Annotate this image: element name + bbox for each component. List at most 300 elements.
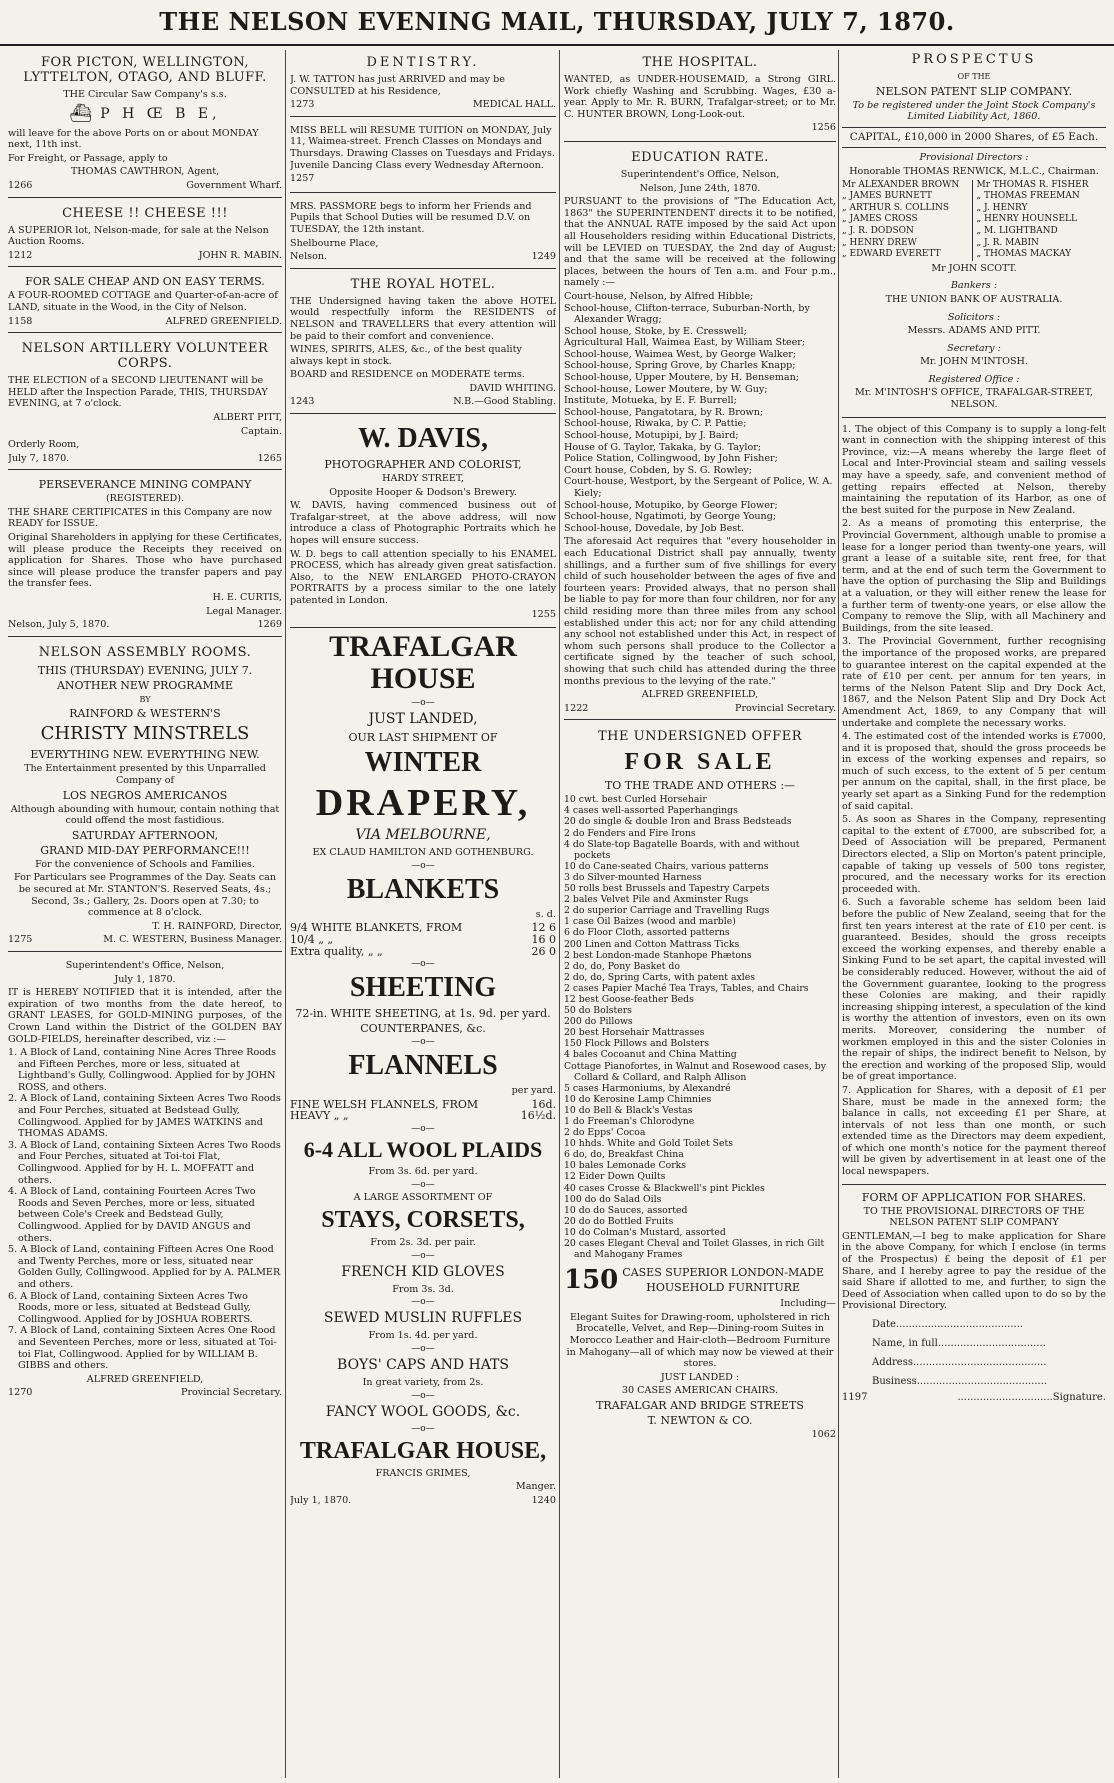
ad-title: 150 bbox=[564, 1265, 619, 1296]
ad-text: Captain. bbox=[240, 425, 282, 437]
ad-text: Honorable THOMAS RENWICK, M.L.C., Chairman. bbox=[849, 165, 1099, 177]
list-item: 2 best London-made Stanhope Phætons bbox=[564, 949, 752, 961]
list-item: „ EDWARD EVERETT bbox=[842, 249, 941, 260]
ad-signature: M. C. WESTERN, Business Manager. bbox=[103, 934, 282, 946]
ad-text: IT is HEREBY NOTIFIED that it is intended, after the expiration of two months from the date hereof, to GRANT LEASES, for GOLD-MINING purposes, of the Crown Land within the District of the GOLDEN BAY GOLD-FIELDS, hereinafter described, viz :— bbox=[8, 987, 282, 1045]
list-item: 2 bales Velvet Pile and Axminster Rugs bbox=[564, 894, 749, 906]
list-item: School-house, Motupiko, by George Flower; bbox=[564, 499, 778, 511]
list-item: 4 do Slate-top Bagatelle Boards, with and without pockets bbox=[564, 838, 800, 861]
list-item: 20 do single & double Iron and Brass Bedsteads bbox=[564, 816, 792, 828]
ad-text: For the convenience of Schools and Families. bbox=[35, 858, 255, 870]
ad-perseverance-mining bbox=[8, 473, 282, 637]
ad-number: 1249 bbox=[531, 251, 556, 263]
ad-text: A LARGE ASSORTMENT OF bbox=[353, 1191, 493, 1203]
ad-text: MRS. PASSMORE begs to inform her Friends and Pupils that School Duties will be resumed D.V. on TUESDAY, the 12th instant. bbox=[290, 200, 532, 235]
ad-text: JUST LANDED : bbox=[660, 1371, 740, 1383]
ad-number: 1255 bbox=[531, 608, 556, 620]
column-rule bbox=[838, 50, 839, 1778]
ad-for-sale bbox=[564, 723, 836, 1440]
ad-title: NELSON PATENT SLIP COMPANY. bbox=[875, 84, 1073, 98]
ad-date: Nelson, June 24th, 1870. bbox=[639, 182, 761, 194]
ad-text: THE Circular Saw Company's s.s. bbox=[63, 89, 227, 100]
ad-assembly-rooms bbox=[8, 640, 282, 952]
ad-title: FOR SALE bbox=[624, 749, 776, 776]
list-item: 200 Linen and Cotton Mattrass Ticks bbox=[564, 938, 740, 950]
list-item: Police Station, Collingwood, by John Fisher; bbox=[564, 453, 778, 465]
directors-list bbox=[842, 180, 1106, 261]
list-item: 4 bales Cocoanut and China Matting bbox=[564, 1049, 737, 1061]
ad-text: RAINFORD & WESTERN'S bbox=[69, 707, 221, 721]
ad-signature: DAVID WHITING. bbox=[469, 382, 556, 394]
list-item: Cottage Pianofortes, in Walnut and Rosewood cases, by Collard & Collard, and Ralph Allison bbox=[564, 1060, 827, 1083]
ad-cheese bbox=[8, 201, 282, 268]
ad-text: THE ELECTION of a SECOND LIEUTENANT will be HELD after the Inspection Parade, THIS, THURSDAY EVENING, at 7 o'clock. bbox=[8, 375, 268, 410]
ad-number: 1243 bbox=[290, 396, 315, 408]
ad-text: FRENCH KID GLOVES bbox=[341, 1263, 505, 1280]
ad-text: Mr. M'INTOSH'S OFFICE, TRAFALGAR-STREET, NELSON. bbox=[855, 387, 1093, 411]
price-value: 16d. bbox=[531, 1097, 556, 1111]
column-3 bbox=[564, 50, 836, 1778]
list-item: „ J. R. DODSON bbox=[842, 225, 914, 236]
ad-text: TRAFALGAR AND BRIDGE STREETS bbox=[596, 1398, 804, 1412]
list-item: „ ARTHUR S. COLLINS bbox=[842, 202, 950, 213]
list-item: Agricultural Hall, Waimea East, by William Steer; bbox=[564, 337, 806, 349]
list-item: 2 do superior Carriage and Travelling Rugs bbox=[564, 905, 770, 917]
price-value: 12 6 bbox=[531, 921, 556, 935]
ad-text: BOARD and RESIDENCE on MODERATE terms. bbox=[290, 369, 525, 381]
application-form-text: GENTLEMAN,—I beg to make application for Share in the above Company, for which I enclose (in terms of the Prospectus) £ being the deposit of £1 per Share, and I hereby agree to pay the residue of the said Share if allotted to me, and further, to sign the Deed of Association when called upon to do so by the Provisional Directory. bbox=[842, 1230, 1106, 1312]
ad-text: In great variety, from 2s. bbox=[362, 1376, 484, 1388]
ad-heading: FOR PICTON, WELLINGTON, LYTTELTON, OTAGO, AND BLUFF. bbox=[23, 55, 267, 85]
ad-text: OUR LAST SHIPMENT OF bbox=[348, 731, 498, 745]
ad-text: HARDY STREET, bbox=[382, 473, 464, 485]
list-item: School-house, Ngatimoti, by George Young; bbox=[564, 511, 777, 523]
ad-signature: FRANCIS GRIMES, bbox=[375, 1467, 471, 1479]
ad-text: Provincial Secretary. bbox=[180, 1387, 282, 1399]
list-item: 100 do do Salad Oils bbox=[564, 1193, 662, 1205]
ad-text: Provincial Secretary. bbox=[734, 702, 836, 714]
separator: —o— bbox=[411, 1037, 435, 1048]
ad-signature: JOHN R. MABIN. bbox=[198, 249, 282, 261]
list-item: 2 do, do, Spring Carts, with patent axles bbox=[564, 971, 755, 983]
list-item: House of G. Taylor, Takaka, by G. Taylor; bbox=[564, 441, 762, 453]
ad-text: 72-in. WHITE SHEETING, at 1s. 9d. per yard. bbox=[295, 1007, 551, 1021]
column-rule bbox=[559, 50, 560, 1778]
ad-text: MISS BELL will RESUME TUITION on MONDAY, July 11, Waimea-street. French Classes on Mondays and Thursdays. Drawing Classes on Tuesdays and Fridays. Juvenile Dancing Class every Wednesday Afternoon. bbox=[290, 124, 555, 171]
list-item: Institute, Motueka, by E. F. Burrell; bbox=[564, 395, 737, 407]
ad-royal-hotel bbox=[290, 272, 556, 414]
list-item: 200 do Pillows bbox=[564, 1016, 633, 1028]
list-item: „ JAMES CROSS bbox=[842, 214, 918, 225]
price-value: 16½d. bbox=[520, 1109, 556, 1123]
ad-title: WINTER bbox=[364, 747, 482, 779]
ad-heading: DENTISTRY. bbox=[366, 55, 480, 70]
ad-text: JUST LANDED, bbox=[368, 711, 478, 728]
ad-heading: THE UNDERSIGNED OFFER bbox=[598, 729, 802, 745]
ad-text: From 3s. 3d. bbox=[392, 1283, 454, 1295]
column-4 bbox=[842, 50, 1106, 1778]
list-item: School-house, Waimea West, by George Walker; bbox=[564, 348, 797, 360]
ad-title: STAYS, CORSETS, bbox=[321, 1207, 525, 1234]
list-item: School-house, Lower Moutere, by W. Guy; bbox=[564, 383, 768, 395]
ad-signature: ALBERT PITT, bbox=[213, 411, 282, 423]
ad-cottage-sale bbox=[8, 270, 282, 333]
ad-text: (REGISTERED). bbox=[105, 493, 185, 505]
separator: —o— bbox=[411, 1343, 435, 1354]
list-item: 20 cases Elegant Cheval and Toilet Glasses, in rich Gilt and Mahogany Frames bbox=[564, 1238, 825, 1261]
ad-number: 1158 bbox=[8, 315, 33, 327]
divider bbox=[842, 417, 1106, 418]
list-item: School-house, Clifton-terrace, Suburban-North, by Alexander Wragg; bbox=[564, 302, 810, 326]
ad-text: J. W. TATTON has just ARRIVED and may be CONSULTED at his Residence, bbox=[290, 74, 505, 97]
ad-text: Original Shareholders in applying for these Certificates, will please produce the Receipts they received on application for Shares. Those who have purchased since will please produce the transfer papers and pay the transfer fees. bbox=[8, 532, 282, 590]
ad-text: Messrs. ADAMS AND PITT. bbox=[907, 325, 1041, 337]
ad-prospectus bbox=[842, 52, 1106, 1404]
ship-icon: ⛴ bbox=[69, 103, 93, 125]
ad-signature: T. NEWTON & CO. bbox=[647, 1413, 753, 1427]
ad-date: July 1, 1870. bbox=[114, 973, 176, 985]
ad-text: WANTED, as UNDER-HOUSEMAID, a Strong GIRL. Work chiefly Washing and Scrubbing. Wages, £30 a-year. Apply to Mr. R. BURN, Trafalgar-street; or to Mr. C. HUNTER BROWN, Long-Look-out. bbox=[564, 74, 836, 120]
ad-text: EVERYTHING NEW. EVERYTHING NEW. bbox=[30, 748, 260, 762]
ad-trafalgar-house bbox=[290, 631, 556, 1506]
ad-heading: PROSPECTUS bbox=[911, 52, 1037, 67]
ad-title: W. DAVIS, bbox=[358, 423, 488, 455]
separator: —o— bbox=[411, 1179, 435, 1190]
list-item: 4. A Block of Land, containing Fourteen Acres Two Roods and Seven Perches, more or less, situated between Cole's Creek and Bedstead Gully, Collingwood. Applied for by DAVID ANGUS and others. bbox=[8, 1186, 256, 1244]
ad-text: Superintendent's Office, Nelson, bbox=[620, 168, 780, 180]
list-item: 6 do Floor Cloth, assorted patterns bbox=[564, 927, 730, 939]
ad-text: Provisional Directors : bbox=[919, 152, 1029, 164]
ad-education-rate bbox=[564, 145, 836, 720]
ad-heading: FOR SALE CHEAP AND ON EASY TERMS. bbox=[25, 275, 265, 289]
list-item: „ JAMES BURNETT bbox=[842, 191, 933, 202]
ad-title: CHRISTY MINSTRELS bbox=[40, 723, 250, 745]
ad-text: 30 CASES AMERICAN CHAIRS. bbox=[621, 1385, 779, 1397]
list-item: 20 best Horsehair Mattrasses bbox=[564, 1027, 705, 1039]
ad-heading: CHEESE !! CHEESE !!! bbox=[62, 205, 228, 221]
separator: —o— bbox=[411, 1250, 435, 1261]
ad-text: Secretary : bbox=[947, 342, 1001, 354]
ad-text: Opposite Hooper & Dodson's Brewery. bbox=[329, 486, 517, 498]
ad-text: will leave for the above Ports on or about MONDAY next, 11th inst. bbox=[8, 127, 259, 151]
list-item: Mr THOMAS R. FISHER bbox=[976, 179, 1089, 190]
list-item: Court-house, Westport, by the Sergeant of Police, W. A. Kiely; bbox=[564, 476, 833, 499]
separator: —o— bbox=[411, 959, 435, 970]
ad-text: THIS (THURSDAY) EVENING, JULY 7. bbox=[37, 663, 253, 677]
ad-title: BLANKETS bbox=[346, 873, 500, 905]
ad-title: DRAPERY, bbox=[315, 782, 531, 825]
ad-text: Mr. JOHN M'INTOSH. bbox=[920, 356, 1028, 368]
ad-text: Mr JOHN SCOTT. bbox=[931, 262, 1017, 274]
list-item: „ THOMAS FREEMAN bbox=[976, 191, 1080, 202]
ad-picton-shipping bbox=[8, 50, 282, 198]
goods-list bbox=[564, 794, 836, 1260]
ad-text: Including— bbox=[780, 1298, 836, 1310]
ad-text: W. DAVIS, having commenced business out of Trafalgar-street, at the above address, will now introduce a class of Photographic Portraits which he hopes will ensure success. bbox=[290, 500, 556, 547]
price-label: 9/4 WHITE BLANKETS, FROM bbox=[290, 921, 463, 935]
ad-text: PURSUANT to the provisions of "The Education Act, 1863" the SUPERINTENDENT directs it to be notified, that the ANNUAL RATE imposed by the said Act upon all Householders residing within Educational Districts, will be LEVIED on TUESDAY, the 2nd day of August; and that the same will be received at the following places, between the hours of Ten a.m. and Four p.m., namely :— bbox=[564, 196, 836, 289]
separator: —o— bbox=[411, 698, 435, 709]
ad-text: Manger. bbox=[515, 1481, 556, 1493]
list-item: School-house, Pangatotara, by R. Brown; bbox=[564, 406, 764, 418]
ad-text: Elegant Suites for Drawing-room, upholstered in rich Brocatelle, Velvet, and Rep—Dining-room Suites in Morocco Leather and Hair-cloth—Bedroom Furniture in Mahogany—all of which may now be viewed at their stores. bbox=[566, 1311, 834, 1370]
ad-text: Shelbourne Place, bbox=[290, 237, 379, 249]
ad-title: 6-4 ALL WOOL PLAIDS bbox=[303, 1136, 543, 1162]
ad-text: ANOTHER NEW PROGRAMME bbox=[56, 678, 234, 692]
list-item: Mr ALEXANDER BROWN bbox=[842, 179, 960, 190]
ad-heading: PERSEVERANCE MINING COMPANY bbox=[38, 478, 252, 492]
divider bbox=[842, 127, 1106, 128]
list-item: 12 best Goose-feather Beds bbox=[564, 993, 694, 1005]
list-item: 10 cwt. best Curled Horsehair bbox=[564, 794, 707, 806]
list-item: 10 do do Sauces, assorted bbox=[564, 1204, 688, 1216]
list-item: 50 do Bolsters bbox=[564, 1005, 632, 1017]
list-item: School-house, Motupipi, by J. Baird; bbox=[564, 430, 739, 442]
list-item: „ HENRY DREW bbox=[842, 237, 917, 248]
ad-title: TRAFALGAR HOUSE bbox=[329, 630, 517, 696]
ad-text: SATURDAY AFTERNOON, bbox=[71, 828, 219, 842]
ad-miss-bell bbox=[290, 120, 556, 193]
form-date-field: Date........................................ bbox=[872, 1319, 1024, 1330]
ad-text: THE Undersigned having taken the above HOTEL would respectfully inform the RESIDENTS of NELSON and TRAVELLERS that every attention will be paid to their comfort and convenience. bbox=[290, 295, 556, 342]
list-item: 3 do Silver-mounted Harness bbox=[564, 871, 702, 883]
ad-text: HOUSEHOLD FURNITURE bbox=[646, 1281, 801, 1295]
list-item: School-house, Spring Grove, by Charles Knapp; bbox=[564, 360, 796, 372]
ad-number: 1212 bbox=[8, 249, 33, 261]
list-item: 2 cases Papier Maché Tea Trays, Tables, and Chairs bbox=[564, 982, 809, 994]
list-item: 1. A Block of Land, containing Nine Acres Three Roods and Fifteen Perches, more or less, situated at Lightband's Gully, Collingwood. Applied for by JOHN ROSS, and others. bbox=[8, 1047, 277, 1093]
column-2 bbox=[290, 50, 556, 1778]
ad-number: 1275 bbox=[8, 934, 33, 946]
ad-text: N.B.—Good Stabling. bbox=[453, 396, 556, 408]
ad-number: 1240 bbox=[531, 1494, 556, 1506]
ad-text: Superintendent's Office, Nelson, bbox=[65, 959, 225, 971]
ad-number: 1197 bbox=[842, 1392, 868, 1403]
ad-date: Nelson, July 5, 1870. bbox=[8, 619, 110, 631]
list-item: 10 do Cane-seated Chairs, various patterns bbox=[564, 860, 769, 872]
ad-text: WINES, SPIRITS, ALES, &c., of the best quality always kept in stock. bbox=[290, 344, 522, 367]
form-name-field: Name, in full.................................. bbox=[872, 1338, 1046, 1349]
ad-gold-leases bbox=[8, 955, 282, 1399]
lease-list bbox=[8, 1047, 282, 1372]
ad-signature: THOMAS CAWTHRON, Agent, bbox=[70, 166, 220, 178]
ad-text: From 3s. 6d. per yard. bbox=[368, 1165, 478, 1177]
ad-heading: EDUCATION RATE. bbox=[631, 149, 769, 165]
list-item: 10 do Colman's Mustard, assorted bbox=[564, 1226, 726, 1238]
masthead bbox=[0, 0, 1114, 46]
ad-text: A FOUR-ROOMED COTTAGE and Quarter-of-an-acre of LAND, situate in the Wood, in the City of Nelson. bbox=[8, 290, 278, 313]
ad-text: GRAND MID-DAY PERFORMANCE!!! bbox=[40, 843, 250, 857]
divider bbox=[842, 1184, 1106, 1185]
list-item: 12 Eider Down Quilts bbox=[564, 1171, 666, 1183]
list-item: Court house, Cobden, by S. G. Rowley; bbox=[564, 464, 752, 476]
ad-number: 1273 bbox=[290, 99, 315, 111]
ad-signature: ALFRED GREENFIELD, bbox=[641, 689, 759, 701]
prospectus-paragraph: 4. The estimated cost of the intended works is £7000, and it is proposed that, should the gross proceeds be in excess of the working expenses and repairs, so much of such excess, to the extent of 5 per centum per annum on the capital, shall, in the first place, be yearly set apart as a Sinking Fund for the redemption of said capital. bbox=[842, 731, 1106, 812]
price-label: HEAVY „ „ bbox=[290, 1109, 349, 1123]
ad-heading: NELSON ASSEMBLY ROOMS. bbox=[38, 644, 252, 660]
ad-text: From 1s. 4d. per yard. bbox=[368, 1330, 478, 1342]
price-label: FINE WELSH FLANNELS, FROM bbox=[290, 1097, 479, 1111]
price-label: Extra quality, „ „ bbox=[290, 944, 383, 958]
ad-number: 1270 bbox=[8, 1387, 33, 1399]
ad-text: Legal Manager. bbox=[206, 605, 282, 617]
list-item: 3. A Block of Land, containing Sixteen Acres Two Roods and Four Perches, situated at Toi-toi Flat, Collingwood. Applied for by H. L. MOFFATT and others. bbox=[8, 1139, 281, 1186]
prospectus-paragraph: 6. Such a favorable scheme has seldom been laid before the public of New Zealand, seeing that for the first ten years interest at the rate of £10 per cent. is guaranteed. Besides, should the gross receipts exceed the working expenses, and thereby enable a Sinking Fund to be set apart, the capital invested will be considerably reduced. However, without the aid of the Government guarantee, looking to the progress these Colonies are making, and their rapidly increasing shipping interest, a speculation of the kind is worthy the attention of investors, even on its own merits. Moreover, considering the number of workmen employed in this and the sister Colonies in the repair of ships, the indirect benefit to Nelson, by the erection and working of the proposed Slip, would be of great importance. bbox=[842, 897, 1106, 1083]
ad-text: OF THE bbox=[957, 72, 991, 81]
list-item: 2 do Fenders and Fire Irons bbox=[564, 827, 696, 839]
price-value: 16 0 bbox=[531, 932, 556, 946]
ad-text: per yard. bbox=[511, 1085, 556, 1097]
list-item: 10 do Kerosine Lamp Chimnies bbox=[564, 1093, 712, 1105]
ad-text: VIA MELBOURNE, bbox=[355, 827, 491, 844]
ad-text: Solicitors : bbox=[947, 311, 1001, 323]
column-rule bbox=[285, 50, 286, 1778]
ad-title: SHEETING bbox=[349, 972, 497, 1004]
divider bbox=[842, 147, 1106, 148]
list-item: 40 cases Crosse & Blackwell's pint Pickles bbox=[564, 1182, 765, 1194]
ad-text: TO THE PROVISIONAL DIRECTORS OF THE NELSON PATENT SLIP COMPANY bbox=[863, 1205, 1085, 1229]
ad-text: THE UNION BANK OF AUSTRALIA. bbox=[885, 293, 1063, 305]
separator: —o— bbox=[411, 1390, 435, 1401]
separator: —o— bbox=[411, 1423, 435, 1434]
ad-text: THE SHARE CERTIFICATES in this Company are now READY for ISSUE. bbox=[8, 506, 273, 530]
price-value: 26 0 bbox=[531, 944, 556, 958]
list-item: 1 case Oil Baizes (wood and marble) bbox=[564, 916, 736, 928]
ad-date: July 7, 1870. bbox=[8, 452, 70, 464]
list-item: School house, Stoke, by E. Cresswell; bbox=[564, 325, 747, 337]
ad-text: A SUPERIOR lot, Nelson-made, for sale at the Nelson Auction Rooms. bbox=[8, 224, 269, 248]
ad-text: The Entertainment presented by this Unparralled Company of bbox=[24, 763, 266, 786]
ad-heading: NELSON ARTILLERY VOLUNTEER CORPS. bbox=[21, 341, 269, 372]
list-item: School-house, Dovedale, by Job Best. bbox=[564, 522, 745, 534]
list-item: 10 do Bell & Black's Vestas bbox=[564, 1104, 693, 1116]
ad-text: s. d. bbox=[535, 908, 556, 920]
ad-number: 1269 bbox=[257, 619, 282, 631]
ad-heading: FORM OF APPLICATION FOR SHARES. bbox=[861, 1190, 1087, 1204]
list-item: 10 hhds. White and Gold Toilet Sets bbox=[564, 1138, 734, 1150]
ad-text: Government Wharf. bbox=[186, 179, 282, 191]
ad-text: W. D. begs to call attention specially to his ENAMEL PROCESS, which has already given great satisfaction. Also, to the NEW ENLARGED PHOTO-CRAYON PORTRAITS by a process similar to the one lately patented in London. bbox=[290, 548, 556, 606]
list-item: 7. A Block of Land, containing Sixteen Acres One Rood and Seventeen Perches, more or less, situated at Toi-toi Flat, Collingwood. Applied for by WILLIAM B. GIBBS and others. bbox=[8, 1325, 277, 1372]
ad-text: Although abounding with humour, contain nothing that could offend the most fastidious. bbox=[10, 803, 280, 827]
ad-text: FANCY WOOL GOODS, &c. bbox=[325, 1403, 521, 1420]
ad-text: CAPITAL, £10,000 in 2000 Shares, of £5 Each. bbox=[849, 130, 1099, 143]
ad-text: BOYS' CAPS AND HATS bbox=[337, 1356, 509, 1373]
list-item: „ M. LIGHTBAND bbox=[976, 225, 1058, 236]
ad-text: Nelson. bbox=[290, 251, 328, 263]
ad-text: COUNTERPANES, &c. bbox=[360, 1022, 486, 1036]
list-item: „ J. R. MABIN bbox=[976, 237, 1039, 248]
list-item: „ J. HENRY bbox=[976, 202, 1028, 213]
ad-text: Orderly Room, bbox=[8, 439, 80, 451]
ad-signature: ALFRED GREENFIELD, bbox=[86, 1373, 204, 1385]
price-label: 10/4 „ „ bbox=[290, 932, 334, 946]
ad-text: For Particulars see Programmes of the Day. Seats can be secured at Mr. STANTON'S. Reserved Seats, 4s.; Second, 3s.; Gallery, 2s. Doors open at 7.30; to commence at 8 o'clock. bbox=[14, 872, 276, 919]
ad-dentistry bbox=[290, 50, 556, 117]
ad-text: The aforesaid Act requires that "every householder in each Educational District shall pay annually, twenty shillings, and a further sum of five shillings for every child of such householder between the ages of five and fourteen years: Provided always, that no person shall be liable to pay for more than four children, nor for any child residing more than three miles from any school established under this act; nor for any child attending any school not established under this Act, in respect of whom such persons shall produce to the Collector a certificate signed by the teacher of such school, showing that such child has attended during the three months previous to the levying of the rate." bbox=[564, 536, 836, 687]
ad-text: MEDICAL HALL. bbox=[472, 99, 556, 111]
list-item: 2 do Epps' Cocoa bbox=[564, 1127, 646, 1139]
ad-number: 1257 bbox=[290, 173, 315, 185]
ad-text: SEWED MUSLIN RUFFLES bbox=[323, 1310, 523, 1327]
ad-text: CASES SUPERIOR LONDON-MADE bbox=[622, 1266, 825, 1280]
list-item: 50 rolls best Brussels and Tapestry Carpets bbox=[564, 883, 770, 895]
ad-text: Registered Office : bbox=[928, 373, 1020, 385]
list-item: 1 do Freeman's Chlorodyne bbox=[564, 1116, 695, 1127]
ad-mrs-passmore bbox=[290, 196, 556, 269]
ad-signature: H. E. CURTIS, bbox=[212, 592, 282, 604]
ad-text: EX CLAUD HAMILTON AND GOTHENBURG. bbox=[312, 847, 534, 859]
list-item: „ HENRY HOUNSELL bbox=[976, 214, 1077, 225]
ad-text: BY bbox=[139, 694, 151, 704]
ad-text: From 2s. 3d. per pair. bbox=[370, 1237, 476, 1249]
collection-places-list bbox=[564, 291, 836, 534]
list-item: „ THOMAS MACKAY bbox=[976, 249, 1072, 260]
ad-text: PHOTOGRAPHER AND COLORIST, bbox=[324, 458, 522, 472]
prospectus-paragraph: 7. Application for Shares, with a deposit of £1 per Share, must be made in the annexed form; the balance in calls, not exceeding £1 per Share, at intervals of not less than one month, or such extended time as the Directors may deem expedient, of which one month's notice for the payment thereof will be given by advertisement in at least one of the local newspapers. bbox=[842, 1084, 1106, 1178]
form-business-field: Business......................................... bbox=[872, 1376, 1048, 1387]
ad-text: Bankers : bbox=[950, 280, 998, 292]
prospectus-paragraph: 1. The object of this Company is to supply a long-felt want in connection with the shipping interest of this Province, viz:—A means whereby the large fleet of Local and Inter-Provincial steam and sailing vessels may have a speedy, safe, and convenient method of getting repairs effected at Nelson, thereby maintaining the reputation of its Harbor, as one of the best suited for the purpose in New Zealand. bbox=[842, 423, 1106, 516]
list-item: 6 do, do, Breakfast China bbox=[564, 1149, 684, 1161]
ad-heading: THE ROYAL HOTEL. bbox=[350, 276, 496, 292]
ad-title: TRAFALGAR HOUSE, bbox=[299, 1437, 547, 1464]
list-item: Court-house, Nelson, by Alfred Hibble; bbox=[564, 290, 754, 302]
prospectus-paragraph: 2. As a means of promoting this enterprise, the Provincial Government, although unable to promise a lease for a longer period than twenty-one years, will grant a lease of a suitable site, rent free, for that term, and at the end of such term the Government to have the option of purchasing the Slip and Buildings at a valuation, or they will either renew the lease for a further term of twenty-one years, or else allow the Company to remove the Slip, with all Machinery and Buildings, from the site leased. bbox=[842, 518, 1106, 634]
list-item: School-house, Riwaka, by C. P. Pattie; bbox=[564, 418, 747, 430]
list-item: 5 cases Harmoniums, by Alexandré bbox=[564, 1082, 731, 1094]
ad-text: LOS NEGROS AMERICANOS bbox=[62, 788, 228, 802]
ad-hospital bbox=[564, 50, 836, 142]
ad-number: 1256 bbox=[811, 122, 836, 134]
list-item: 10 bales Lemonade Corks bbox=[564, 1160, 687, 1172]
list-item: 6. A Block of Land, containing Sixteen Acres Two Roods, more or less, situated at Bedstead Gully, Collingwood. Applied for by JOSHUA ROBERTS. bbox=[8, 1290, 253, 1325]
list-item: 2 do, do, Pony Basket do bbox=[564, 960, 680, 972]
ad-number: 1062 bbox=[811, 1428, 836, 1440]
prospectus-paragraph: 3. The Provincial Government, further recognising the importance of the proposed works, are prepared to guarantee interest on the capital expended at the rate of £10 per cent. per annum for ten years, in terms of the Nelson Patent Slip and Dry Dock Act, 1867, and the Nelson Patent Slip and Dry Dock Act Amendment Act, 1869, to any Company that will undertake and complete the necessary works. bbox=[842, 636, 1106, 729]
separator: —o— bbox=[411, 860, 435, 871]
list-item: 5. A Block of Land, containing Fifteen Acres One Rood and Twenty Perches, more or less, situated near Golden Gully, Collingwood. Applied for by A. PALMER and others. bbox=[8, 1244, 281, 1290]
ad-w-davis bbox=[290, 417, 556, 628]
ship-name: P H Œ B E, bbox=[100, 105, 221, 122]
ad-date: July 1, 1870. bbox=[290, 1494, 352, 1506]
column-1 bbox=[8, 50, 282, 1778]
prospectus-paragraph: 5. As soon as Shares in the Company, representing capital to the extent of £7000, are subscribed for, a Deed of Association will be prepared, Permanent Directors elected, a Slip on Morton's patent principle, capable of taking up vessels of 500 tons register, procured, and the necessary works for its erection proceeded with. bbox=[842, 814, 1106, 895]
form-address-field: Address.......................................... bbox=[872, 1357, 1047, 1368]
list-item: 2. A Block of Land, containing Sixteen Acres Two Roods and Four Perches, situated at Bedstead Gully, Collingwood. Applied for by JAMES WATKINS and THOMAS ADAMS. bbox=[8, 1093, 281, 1140]
masthead-title: THE NELSON EVENING MAIL, THURSDAY, JULY 7, 1870. bbox=[159, 7, 955, 36]
ad-signature: T. H. RAINFORD, Director, bbox=[152, 920, 282, 932]
form-signature-field: ..............................Signature. bbox=[957, 1392, 1106, 1403]
separator: —o— bbox=[411, 1123, 435, 1134]
ad-number: 1222 bbox=[564, 702, 589, 714]
list-item: 20 do do Bottled Fruits bbox=[564, 1215, 674, 1227]
ad-text: TO THE TRADE AND OTHERS :— bbox=[604, 779, 796, 793]
ad-text: To be registered under the Joint Stock Company's Limited Liability Act, 1860. bbox=[852, 99, 1096, 123]
list-item: School-house, Upper Moutere, by H. Benseman; bbox=[564, 372, 799, 384]
ad-heading: THE HOSPITAL. bbox=[642, 55, 758, 70]
ad-signature: ALFRED GREENFIELD. bbox=[165, 315, 282, 327]
separator: —o— bbox=[411, 1297, 435, 1308]
ad-artillery bbox=[8, 336, 282, 470]
ad-number: 1265 bbox=[257, 452, 282, 464]
ad-text: For Freight, or Passage, apply to bbox=[8, 152, 168, 164]
ad-title: FLANNELS bbox=[348, 1050, 498, 1082]
ad-number: 1266 bbox=[8, 179, 33, 191]
list-item: 4 cases well-assorted Paperhangings bbox=[564, 805, 738, 817]
list-item: 150 Flock Pillows and Bolsters bbox=[564, 1038, 710, 1050]
